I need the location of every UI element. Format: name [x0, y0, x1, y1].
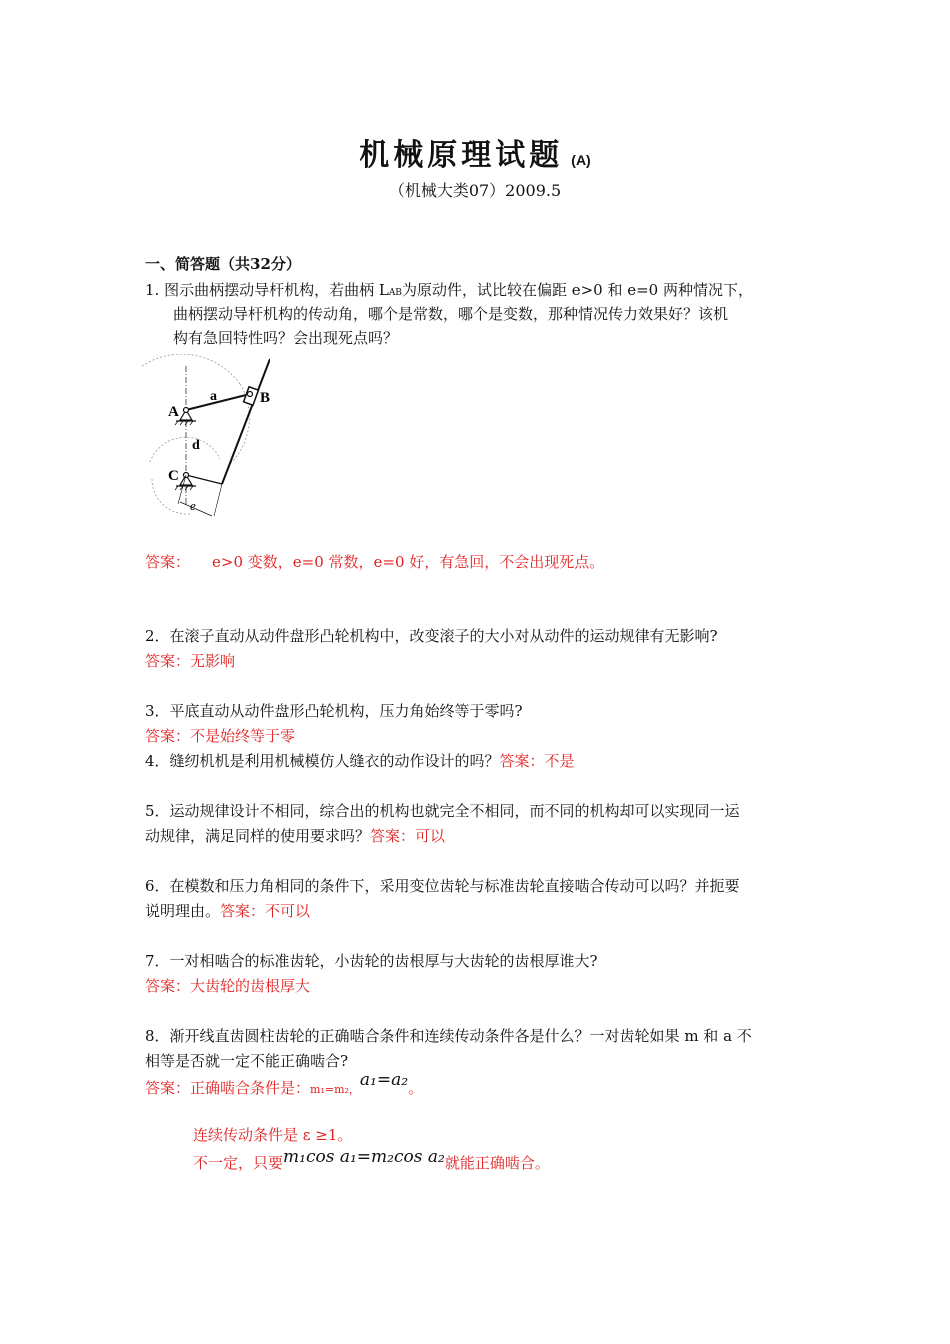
q5-line2 — [145, 826, 445, 846]
q2-text: 2．在滚子直动从动件盘形凸轮机构中，改变滚子的大小对从动件的运动规律有无影响? — [145, 627, 718, 645]
q8-answer-end: 。 — [408, 1079, 424, 1097]
q6-line1: 6．在模数和压力角相同的条件下，采用变位齿轮与标准齿轮直接啮合传动可以吗？并扼要 — [145, 877, 740, 895]
q4-text: 4．缝纫机机是利用机械模仿人缝衣的动作设计的吗？ — [145, 752, 500, 770]
q8-line1: 8．渐开线直齿圆柱齿轮的正确啮合条件和连续传动条件各是什么？一对齿轮如果 m 和 a 不 — [145, 1027, 752, 1045]
label-a-point: A — [168, 404, 179, 420]
q8-final-post: 就能正确啮合。 — [444, 1154, 550, 1172]
q8-final-formula: m₁cos a₁=m₂cos a₂ — [283, 1147, 445, 1167]
q8-answer-m: m₁=m₂， — [310, 1083, 360, 1096]
q7-text: 7．一对相啮合的标准齿轮，小齿轮的齿根厚与大齿轮的齿根厚谁大? — [145, 952, 598, 970]
mechanism-figure — [140, 354, 270, 524]
q8-continuous: 连续传动条件是 ε ≥1。 — [193, 1126, 353, 1144]
title-main: 机械原理试题 — [359, 138, 564, 173]
page-subtitle: （机械大类07）2009.5 — [388, 181, 562, 200]
q7-answer: 答案：大齿轮的齿根厚大 — [145, 977, 311, 995]
joint-a — [184, 408, 189, 413]
section-heading: 一、简答题（共32分） — [145, 255, 301, 273]
q4-line — [145, 751, 575, 771]
q1-answer-label: 答案： — [145, 553, 191, 571]
q1-line1-pre: 1. 图示曲柄摆动导杆机构，若曲柄 L — [145, 281, 389, 299]
q1-answer — [145, 552, 604, 572]
q8-final-pre: 不一定，只要 — [193, 1154, 284, 1172]
label-b-point: B — [260, 390, 270, 406]
label-e-link: e — [190, 498, 196, 513]
q3-answer: 答案：不是始终等于零 — [145, 727, 296, 745]
q1-line3: 构有急回特性吗？会出现死点吗？ — [173, 329, 399, 347]
title-tag: (A) — [571, 152, 591, 168]
q8-line2: 相等是否就一定不能正确啮合? — [145, 1052, 349, 1070]
label-a-link: a — [210, 389, 217, 404]
q8-answer-formula: a₁=a₂ — [359, 1070, 409, 1090]
label-d-link: d — [192, 438, 200, 453]
q1-line2: 曲柄摆动导杆机构的传动角，哪个是常数，哪个是变数，那种情况传力效果好？该机 — [173, 305, 729, 323]
label-c-point: C — [168, 468, 179, 484]
lower-circle-arc — [150, 437, 220, 462]
crank-ab — [186, 394, 250, 410]
joint-b — [248, 392, 253, 397]
q6-answer: 答案：不可以 — [220, 902, 311, 920]
q8-final — [193, 1147, 550, 1173]
q5-line1: 5．运动规律设计不相同，综合出的机构也就完全不相同，而不同的机构却可以实现同一运 — [145, 802, 740, 820]
q5-answer: 答案：可以 — [370, 827, 446, 845]
q2-answer: 答案：无影响 — [145, 652, 236, 670]
guide-rod — [222, 359, 270, 484]
q5-text: 动规律，满足同样的使用要求吗？ — [145, 827, 371, 845]
offset-arm — [186, 475, 222, 484]
page-title — [0, 130, 950, 174]
q6-line2 — [145, 901, 310, 921]
q8-answer — [145, 1070, 424, 1100]
crank-circle-arc — [142, 354, 240, 384]
q3-text: 3．平底直动从动件盘形凸轮机构，压力角始终等于零吗? — [145, 702, 523, 720]
q6-text: 说明理由。 — [145, 902, 221, 920]
q1-line1-post: 为原动件，试比较在偏距 e>0 和 e=0 两种情况下， — [401, 281, 753, 299]
q1-answer-text: e>0 变数，e=0 常数，e=0 好，有急回，不会出现死点。 — [212, 553, 605, 571]
q4-answer: 答案：不是 — [499, 752, 575, 770]
q1-line1 — [145, 280, 753, 303]
q1-line1-sub: AB — [388, 288, 402, 298]
q8-answer-pre: 答案：正确啮合条件是： — [145, 1079, 311, 1097]
